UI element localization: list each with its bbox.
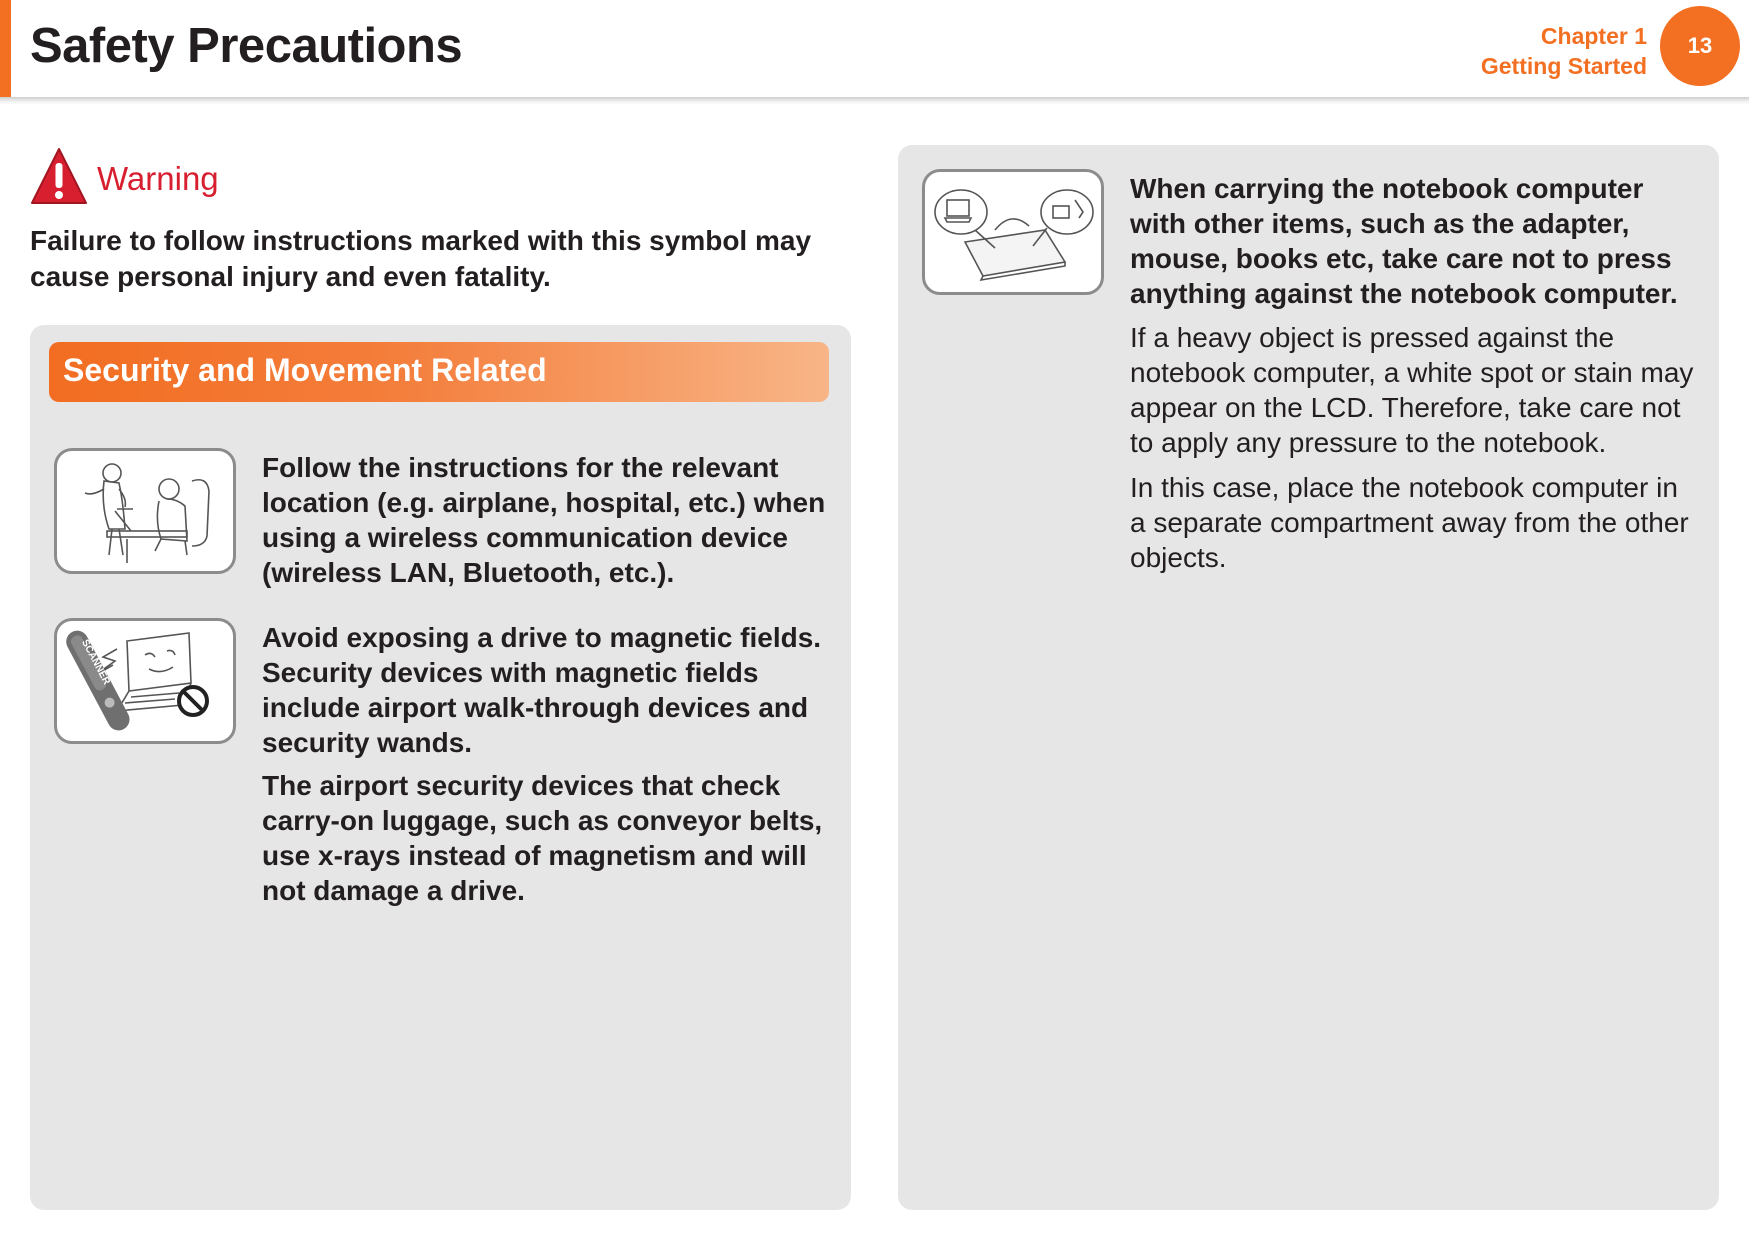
carry-bold-text: When carrying the notebook computer with other items, such as the adapter, mouse, books etc, take care not to press anything against the notebook computer. <box>1130 173 1678 309</box>
carry-bag-illustration <box>922 169 1104 295</box>
section-title: Security and Movement Related <box>63 352 547 388</box>
wireless-airplane-illustration <box>54 448 236 574</box>
scanner-label: SCANNER <box>79 637 112 687</box>
header-divider <box>0 97 1749 105</box>
header-accent-bar <box>0 0 11 97</box>
warning-triangle-icon <box>29 145 89 212</box>
carry-paragraph-1: If a heavy object is pressed against the notebook computer, a white spot or stain may appear on the LCD. Therefore, take care not to apply any pressure to the notebook. <box>1130 322 1694 458</box>
carry-paragraph-2: In this case, place the notebook computer in a separate compartment away from the other objects. <box>1130 472 1689 573</box>
chapter-info <box>1481 21 1647 81</box>
page-title: Safety Precautions <box>30 19 463 73</box>
magnetic-scanner-illustration <box>54 618 236 744</box>
item-magnetic-extra-text: The airport security devices that check carry-on luggage, such as conveyor belts, use x-rays instead of magnetism and will not damage a drive. <box>262 770 823 906</box>
chapter-label: Chapter 1 <box>1540 23 1647 49</box>
item-wireless-text: Follow the instructions for the relevant location (e.g. airplane, hospital, etc.) when using a wireless communication device (wireless LAN, Bluetooth, etc.). <box>262 452 826 588</box>
section-header <box>49 342 829 402</box>
page-number-badge: 13 <box>1660 6 1740 86</box>
item-magnetic-text: Avoid exposing a drive to magnetic fields. Security devices with magnetic fields include airport walk-through devices and security wands. <box>262 622 822 758</box>
chapter-name: Getting Started <box>1480 53 1647 79</box>
warning-label: Warning <box>97 159 219 197</box>
warning-description: Failure to follow instructions marked with this symbol may cause personal injury and even fatality. <box>30 225 812 292</box>
warning-heading <box>29 145 219 212</box>
